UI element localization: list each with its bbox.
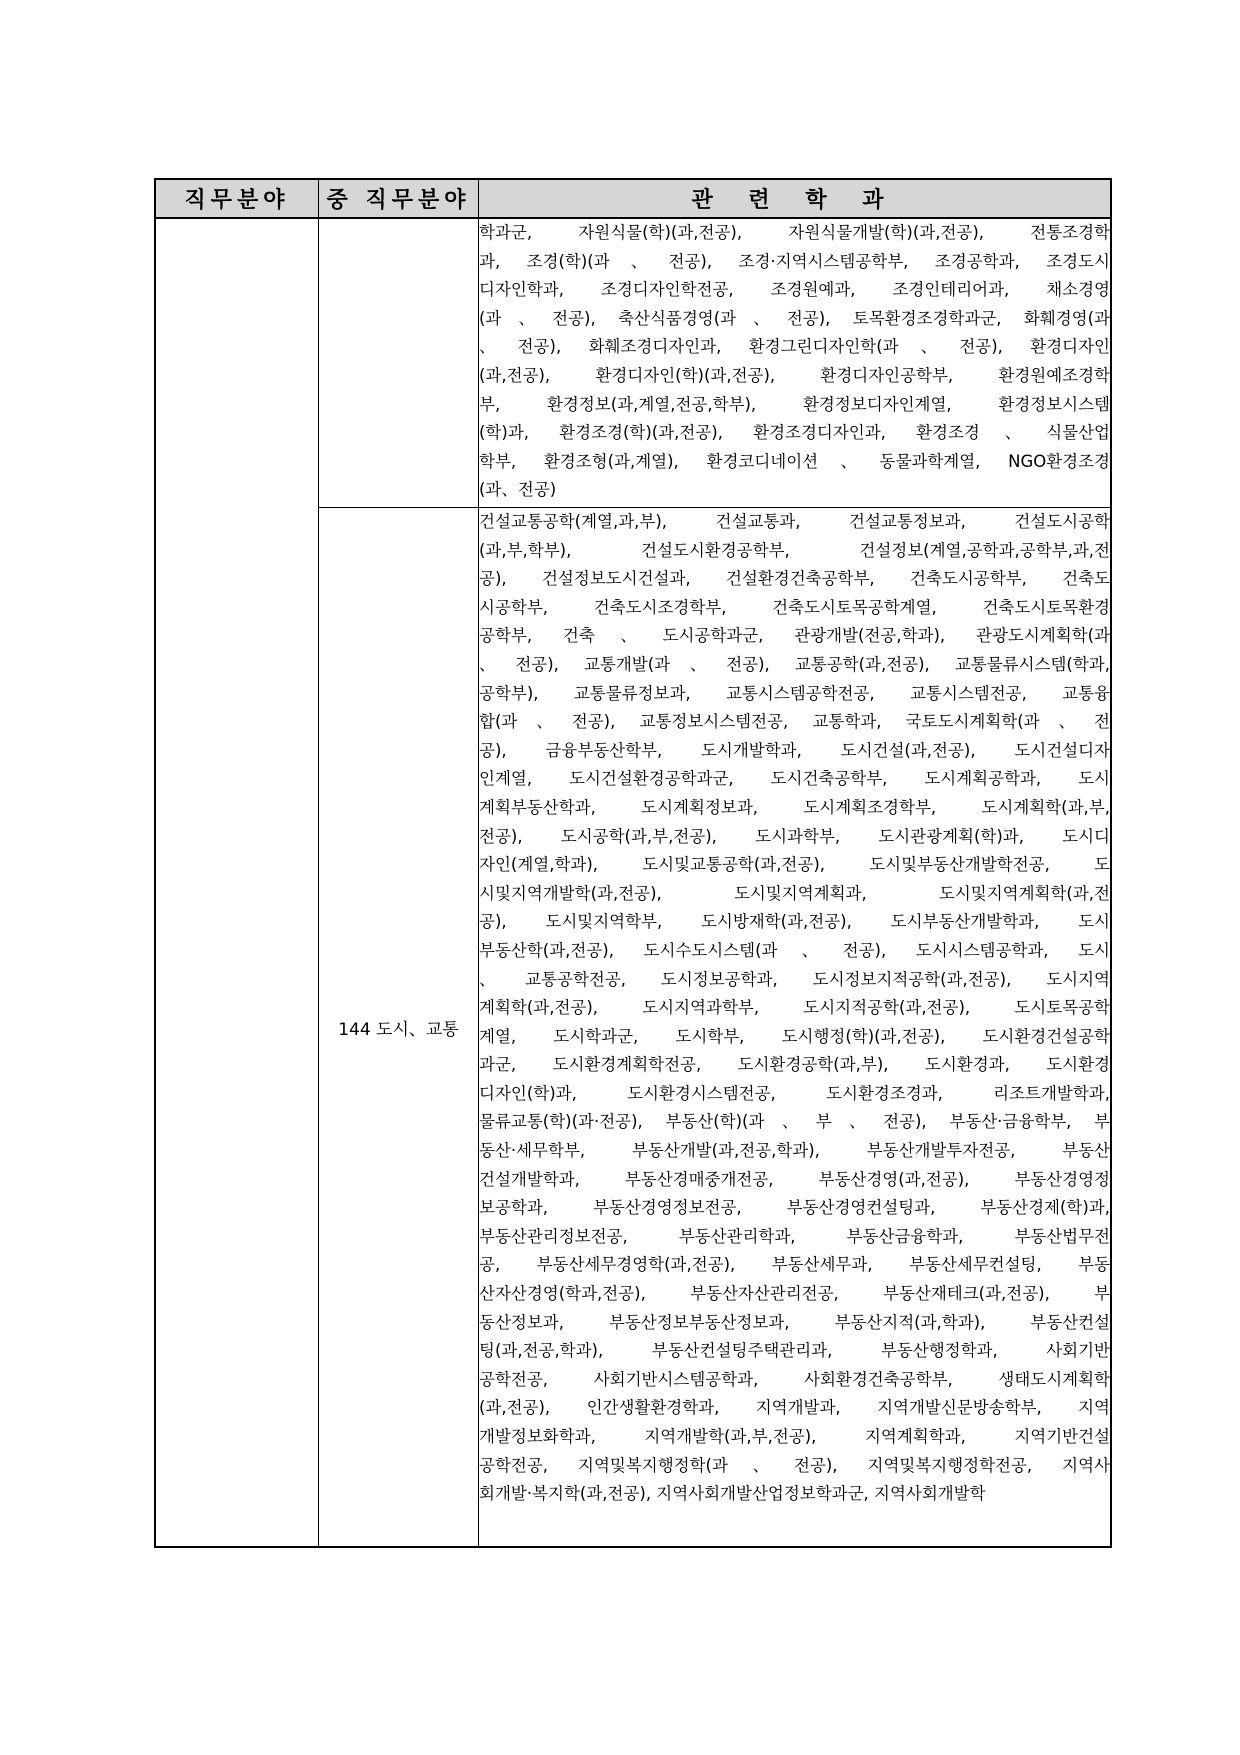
department-line: 공), 금융부동산학부, 도시개발학과, 도시건설(과,전공), 도시건설디자 [479, 740, 1110, 760]
department-line: 보공학과, 부동산경영정보전공, 부동산경영컨설팅과, 부동산경제(학)과, [479, 1198, 1110, 1218]
sub-field-cell: 144 도시、교통 [319, 508, 479, 1548]
header-field: 직무분야 [155, 179, 319, 218]
department-line: 계획부동산학과, 도시계획정보과, 도시계획조경학부, 도시계획학(과,부, [479, 797, 1110, 817]
department-line: 공), 도시및지역학부, 도시방재학(과,전공), 도시부동산개발학과, 도시 [479, 912, 1110, 932]
sub-field-cell [319, 218, 479, 508]
department-line: (과、전공) [479, 480, 557, 500]
department-line: 건설개발학과, 부동산경매중개전공, 부동산경영(과,전공), 부동산경영정 [479, 1169, 1110, 1189]
department-line: 과, 조경(학)(과、전공), 조경·지역시스템공학부, 조경공학과, 조경도시 [479, 251, 1110, 271]
department-line: (과,전공), 환경디자인(학)(과,전공), 환경디자인공학부, 환경원예조경학 [479, 365, 1110, 385]
department-line: 、전공), 교통개발(과、전공), 교통공학(과,전공), 교통물류시스템(학과, [479, 654, 1110, 674]
department-line: 공학부, 건축、도시공학과군, 관광개발(전공,학과), 관광도시계획학(과 [479, 626, 1110, 646]
header-departments: 관 련 학 과 [479, 179, 1112, 218]
department-line: 합(과、전공), 교통정보시스템전공, 교통학과, 국토도시계획학(과、전 [479, 712, 1110, 732]
department-line: (과,부,학부), 건설도시환경공학부, 건설정보(계열,공학과,공학부,과,전 [479, 540, 1110, 560]
department-line: 부동산학(과,전공), 도시수도시스템(과、전공), 도시시스템공학과, 도시 [479, 940, 1110, 960]
table-row [155, 218, 1111, 508]
field-cell [155, 218, 319, 1547]
department-line: 팅(과,전공,학과), 부동산컨설팅주택관리과, 부동산행정학과, 사회기반 [479, 1341, 1110, 1361]
department-line: 산자산경영(학과,전공), 부동산자산관리전공, 부동산재테크(과,전공), 부 [479, 1284, 1110, 1304]
department-line: 공), 건설정보도시건설과, 건설환경건축공학부, 건축도시공학부, 건축도 [479, 569, 1110, 589]
department-line: 자인(계열,학과), 도시및교통공학(과,전공), 도시및부동산개발학전공, 도 [479, 855, 1110, 875]
department-line: 계획학(과,전공), 도시지역과학부, 도시지적공학(과,전공), 도시토목공학 [479, 998, 1110, 1018]
department-line: 동산·세무학부, 부동산개발(과,전공,학과), 부동산개발투자전공, 부동산 [479, 1141, 1110, 1161]
department-line: 부, 환경정보(과,계열,전공,학부), 환경정보디자인계열, 환경정보시스템 [479, 394, 1110, 414]
department-line: 전공), 도시공학(과,부,전공), 도시과학부, 도시관광계획(학)과, 도시디 [479, 826, 1110, 846]
department-line: 과군, 도시환경계획학전공, 도시환경공학(과,부), 도시환경과, 도시환경 [479, 1055, 1110, 1075]
department-line: 공, 부동산세무경영학(과,전공), 부동산세무과, 부동산세무컨설팅, 부동 [479, 1255, 1110, 1275]
department-line: (과、전공), 축산식품경영(과、전공), 토목환경조경학과군, 화훼경영(과 [479, 308, 1110, 328]
department-line: 、전공), 화훼조경디자인과, 환경그린디자인학(과、전공), 환경디자인 [479, 337, 1110, 357]
department-line: (과,전공), 인간생활환경학과, 지역개발과, 지역개발신문방송학부, 지역 [479, 1398, 1110, 1418]
department-line: 학부, 환경조형(과,계열), 환경코디네이션、동물과학계열, NGO환경조경 [479, 451, 1110, 471]
department-line: 공학부), 교통물류정보과, 교통시스템공학전공, 교통시스템전공, 교통융 [479, 683, 1110, 703]
department-line: 공학전공, 사회기반시스템공학과, 사회환경건축공학부, 생태도시계획학 [479, 1369, 1110, 1389]
department-line: 시및지역개발학(과,전공), 도시및지역계획과, 도시및지역계획학(과,전 [479, 883, 1110, 903]
header-row [155, 179, 1111, 218]
header-sub-field: 중 직무분야 [319, 179, 479, 218]
department-line: 공학전공, 지역및복지행정학(과、전공), 지역및복지행정학전공, 지역사 [479, 1455, 1110, 1475]
department-line: 인계열, 도시건설환경공학과군, 도시건축공학부, 도시계획공학과, 도시 [479, 769, 1110, 789]
department-line: 계열, 도시학과군, 도시학부, 도시행정(학)(과,전공), 도시환경건설공학 [479, 1026, 1110, 1046]
major-table [154, 178, 1112, 1548]
department-line: 물류교통(학)(과·전공), 부동산(학)(과、부、전공), 부동산·금융학부, 부 [479, 1112, 1110, 1132]
department-line: 시공학부, 건축도시조경학부, 건축도시토목공학계열, 건축도시토목환경 [479, 597, 1110, 617]
department-line: 동산정보과, 부동산정보부동산정보과, 부동산지적(과,학과), 부동산컨설 [479, 1312, 1110, 1332]
department-line: (학)과, 환경조경(학)(과,전공), 환경조경디자인과, 환경조경、식물산업 [479, 423, 1110, 443]
department-line: 디자인학과, 조경디자인학전공, 조경원예과, 조경인테리어과, 채소경영 [479, 280, 1110, 300]
departments-cell [479, 218, 1112, 508]
department-line: 、교통공학전공, 도시정보공학과, 도시정보지적공학(과,전공), 도시지역 [479, 969, 1110, 989]
department-line: 회개발·복지학(과,전공), 지역사회개발산업정보학과군, 지역사회개발학 [479, 1484, 986, 1504]
department-line: 디자인(학)과, 도시환경시스템전공, 도시환경조경과, 리조트개발학과, [479, 1083, 1110, 1103]
departments-cell [479, 508, 1112, 1548]
department-line: 건설교통공학(계열,과,부), 건설교통과, 건설교통정보과, 건설도시공학 [479, 512, 1110, 531]
department-line: 개발정보화학과, 지역개발학(과,부,전공), 지역계획학과, 지역기반건설 [479, 1427, 1110, 1446]
department-line: 학과군, 자원식물(학)(과,전공), 자원식물개발(학)(과,전공), 전통조경학 [479, 223, 1110, 242]
department-line: 부동산관리정보전공, 부동산관리학과, 부동산금융학과, 부동산법무전 [479, 1226, 1110, 1246]
